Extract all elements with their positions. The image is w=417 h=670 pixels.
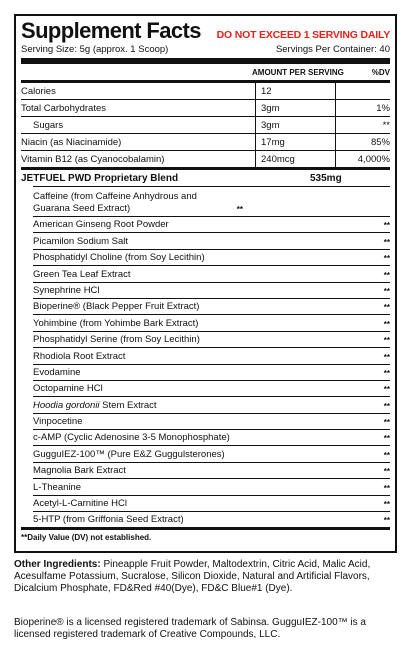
servings-per-container: Servings Per Container: 40 (275, 44, 390, 55)
ingredient-name: Evodamine (33, 366, 81, 378)
ingredient-name: Acetyl-L-Carnitine HCl (33, 498, 127, 510)
ingredient-row (33, 462, 390, 478)
ingredient-dv: ** (383, 516, 390, 526)
nutrient-rows (21, 83, 390, 167)
ingredient-row (33, 347, 390, 363)
ingredient-row (33, 282, 390, 298)
ingredient-dv: ** (383, 401, 390, 411)
ingredient-dv: ** (383, 385, 390, 395)
column-dv-header: %DV (371, 67, 390, 77)
ingredient-dv: ** (383, 418, 390, 428)
ingredient-name: 5-HTP (from Griffonia Seed Extract) (33, 514, 184, 526)
proprietary-blend-row (21, 170, 390, 186)
ingredient-name: Synephrine HCl (33, 284, 100, 296)
ingredient-name-italic: Hoodia gordonii (33, 399, 100, 411)
blend-amount: 535mg (310, 172, 342, 184)
ingredient-name: Green Tea Leaf Extract (33, 268, 131, 280)
nutrient-dv (335, 83, 390, 99)
dv-footnote: **Daily Value (DV) not established. (21, 527, 390, 542)
ingredient-dv: ** (383, 467, 390, 477)
nutrient-amount: 12 (255, 83, 335, 99)
ingredient-dv: ** (383, 286, 390, 296)
ingredient-row (33, 396, 390, 412)
ingredient-name: Hoodia gordonii Stem Extract (33, 399, 157, 411)
ingredient-name: Phosphatidyl Choline (from Soy Lecithin) (33, 252, 205, 264)
nutrient-row (21, 134, 390, 151)
nutrient-row (21, 151, 390, 167)
nutrient-amount: 17mg (255, 134, 335, 150)
ingredient-row (33, 249, 390, 265)
serving-info (21, 44, 390, 58)
ingredient-row (33, 429, 390, 445)
ingredient-name: Caffeine (from Caffeine Anhydrous and Guarana Seed Extract) (33, 191, 197, 214)
ingredient-dv: ** (383, 352, 390, 362)
nutrient-dv: ** (335, 117, 390, 133)
ingredient-name: Phosphatidyl Serine (from Soy Lecithin) (33, 334, 200, 346)
ingredient-row (33, 380, 390, 396)
nutrient-name: Niacin (as Niacinamide) (21, 136, 122, 148)
serving-warning: DO NOT EXCEED 1 SERVING DAILY (216, 29, 390, 41)
ingredient-dv: ** (383, 221, 390, 231)
nutrient-dv: 85% (335, 134, 390, 150)
ingredient-row (33, 186, 390, 216)
ingredient-name: Yohimbine (from Yohimbe Bark Extract) (33, 317, 199, 329)
ingredient-dv: ** (236, 205, 243, 214)
ingredient-row (33, 364, 390, 380)
ingredient-name: Magnolia Bark Extract (33, 465, 126, 477)
ingredient-row (33, 413, 390, 429)
ingredient-name: American Ginseng Root Powder (33, 219, 169, 231)
ingredient-name: GugguIEZ-100™ (Pure E&Z Guggulsterones) (33, 448, 225, 460)
ingredient-dv: ** (383, 254, 390, 264)
ingredient-dv: ** (383, 434, 390, 444)
ingredient-name: Vinpocetine (33, 416, 83, 428)
ingredient-row (33, 495, 390, 511)
ingredient-list (33, 186, 390, 527)
ingredient-dv: ** (383, 483, 390, 493)
ingredient-row (33, 445, 390, 461)
ingredient-name: c-AMP (Cyclic Adenosine 3-5 Monophosphate) (33, 432, 230, 444)
ingredient-dv: ** (383, 319, 390, 329)
serving-size: Serving Size: 5g (approx. 1 Scoop) (21, 44, 169, 55)
ingredient-name: L-Theanine (33, 481, 82, 493)
blend-name: JETFUEL PWD Proprietary Blend (21, 172, 179, 184)
panel-title: Supplement Facts (21, 18, 201, 43)
nutrient-amount: 3gm (255, 100, 335, 116)
nutrient-row (21, 100, 390, 117)
trademark-notice: Bioperine® is a licensed registered trademark of Sabinsa. GugguIEZ-100™ is a licensed registered trademark of Creative Compounds, LLC. (14, 617, 366, 640)
other-ingredients-text: Pineapple Fruit Powder, Maltodextrin, Citric Acid, Malic Acid, Acesulfame Potassium, Sucralose, Silicon Dioxide, Natural and Artificial Flavors, Dicalcium Phosphate, FD&Red #40(Dye), FD&C Blue#1 (Dye). (14, 559, 371, 594)
ingredient-dv: ** (383, 450, 390, 460)
nutrient-name: Sugars (33, 119, 64, 131)
ingredient-row (33, 216, 390, 232)
ingredient-dv: ** (383, 270, 390, 280)
other-ingredients-label: Other Ingredients: (14, 559, 101, 570)
ingredient-dv: ** (383, 368, 390, 378)
nutrient-dv: 1% (335, 100, 390, 116)
ingredient-name: Picamilon Sodium Salt (33, 235, 129, 247)
other-ingredients (14, 559, 400, 595)
ingredient-name: Octopamine HCl (33, 383, 103, 395)
nutrient-dv: 4,000% (335, 151, 390, 167)
nutrient-name: Calories (21, 85, 56, 97)
nutrient-name: Total Carbohydrates (21, 102, 107, 114)
ingredient-name: Rhodiola Root Extract (33, 350, 126, 362)
ingredient-row (33, 298, 390, 314)
nutrient-row (21, 83, 390, 100)
ingredient-row (33, 511, 390, 527)
ingredient-dv: ** (383, 303, 390, 313)
ingredient-dv: ** (383, 237, 390, 247)
column-amount-header: AMOUNT PER SERVING (252, 67, 344, 77)
supplement-facts-panel (14, 14, 397, 553)
ingredient-dv: ** (383, 500, 390, 510)
ingredient-row (33, 232, 390, 248)
nutrient-amount: 240mcg (255, 151, 335, 167)
nutrient-name: Vitamin B12 (as Cyanocobalamin) (21, 153, 165, 165)
nutrient-amount: 3gm (255, 117, 335, 133)
ingredient-row (33, 314, 390, 330)
ingredient-dv: ** (383, 336, 390, 346)
panel-header (21, 18, 390, 44)
ingredient-row (33, 331, 390, 347)
nutrient-row (21, 117, 390, 134)
ingredient-row (33, 478, 390, 494)
ingredient-row (33, 265, 390, 281)
ingredient-name: Bioperine® (Black Pepper Fruit Extract) (33, 301, 200, 313)
column-headers (21, 64, 390, 80)
